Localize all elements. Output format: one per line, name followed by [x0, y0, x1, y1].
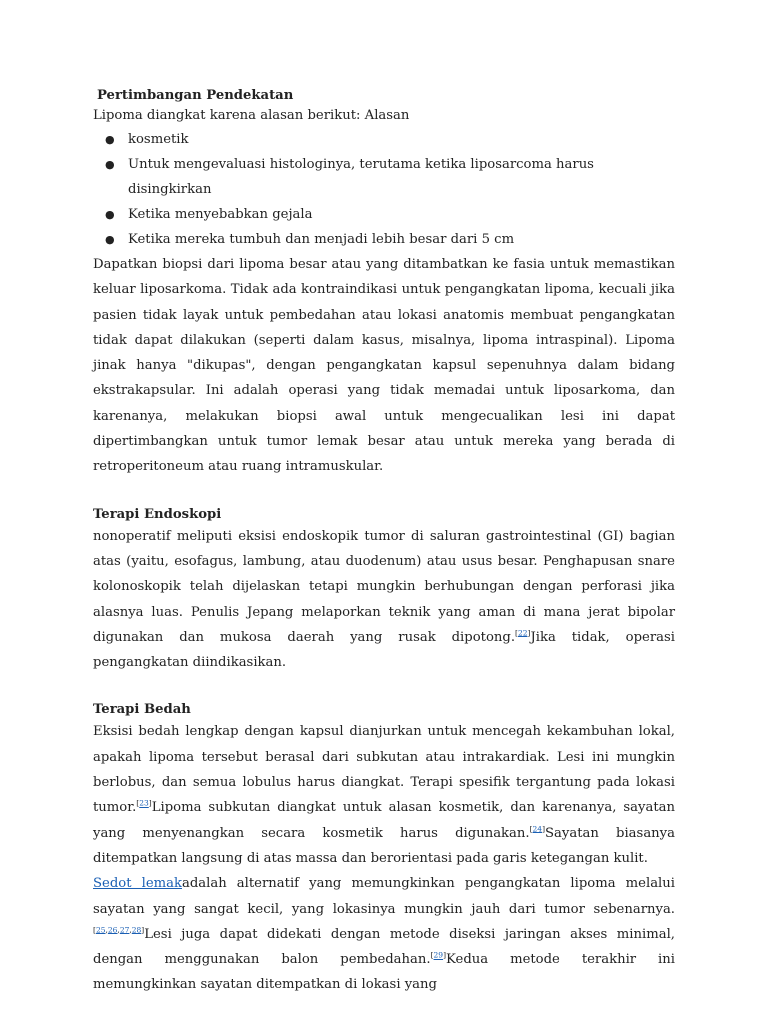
paragraph-sedot-lemak: Sedot lemakadalah alternatif yang memungkinkan pengangkatan lipoma melalui sayatan yang sangat kecil, yang lokasinya mungkin jauh dari tumor sebenarnya.[25,26,27,28]Lesi juga dapat didekati dengan metode diseksi jaringan akses minimal, dengan menggunakan balon pembedahan.[29]Kedua metode terakhir ini memungkinkan sayatan ditempatkan di lokasi yang [93, 876, 675, 993]
paragraph-eksisi: Eksisi bedah lengkap dengan kapsul dianjurkan untuk mencegah kekambuhan lokal, apakah lipoma tersebut berasal dari subkutan atau intrakardiak. Lesi ini mungkin berlobus, dan semua lobulus harus diangkat. Terapi spesifik tergantung pada lokasi tumor.[23]Lipoma subkutan diangkat untuk alasan kosmetik, dan karenanya, sayatan yang menyenangkan secara kosmetik harus digunakan.[24]Sayatan biasanya ditempatkan langsung di atas massa dan berorientasi pada garis ketegangan kulit. [93, 724, 675, 866]
section-heading-endoskopi: Terapi Endoskopi [93, 506, 222, 522]
sedot-lemak-link[interactable]: Sedot lemak [93, 876, 182, 892]
bullet-icon: ● [105, 158, 115, 171]
bullet-icon: ● [105, 208, 115, 221]
list-item: ● Ketika mereka tumbuh dan menjadi lebih besar dari 5 cm [93, 227, 675, 252]
intro-line: Lipoma diangkat karena alasan berikut: Alasan [93, 108, 410, 123]
paragraph-biopsi: Dapatkan biopsi dari lipoma besar atau yang ditambatkan ke fasia untuk memastikan keluar liposarkoma. Tidak ada kontraindikasi untuk pengangkatan lipoma, kecuali jika pasien tidak layak untuk pembedahan atau lokasi anatomis membuat pengangkatan tidak dapat dilakukan (seperti dalam kasus, misalnya, lipoma intraspinal). Lipoma jinak hanya "dikupas", dengan pengangkatan kapsul sepenuhnya dalam bidang ekstrakapsular. Ini adalah operasi yang tidak memadai untuk liposarkoma, dan karenanya, melakukan biopsi awal untuk mengecualikan lesi ini dapat dipertimbangkan untuk tumor lemak besar atau untuk mereka yang berada di retroperitoneum atau ruang intramuskular. [93, 257, 675, 475]
list-item: ● kosmetik [93, 127, 675, 152]
document-body [93, 86, 675, 998]
citation-link[interactable]: [22] [515, 628, 531, 638]
citation-link[interactable]: [29] [430, 950, 447, 960]
section-heading-bedah: Terapi Bedah [93, 702, 191, 718]
section-heading-pertimbangan: Pertimbangan Pendekatan [97, 88, 294, 103]
citation-link[interactable]: [24] [529, 824, 546, 834]
citation-group[interactable]: [25,26,27,28] [93, 925, 145, 935]
list-item: ● Untuk mengevaluasi histologinya, terutama ketika liposarcoma harus disingkirkan [93, 152, 675, 202]
list-item: ● Ketika menyebabkan gejala [93, 202, 675, 227]
paragraph-endoskopi: nonoperatif meliputi eksisi endoskopik tumor di saluran gastrointestinal (GI) bagian atas (yaitu, esofagus, lambung, atau duodenum) atau usus besar. Penghapusan snare kolonoskopik telah dijelaskan tetapi mungkin berhubungan dengan perforasi jika alasnya luas. Penulis Jepang melaporkan teknik yang aman di mana jerat bipolar digunakan dan mukosa daerah yang rusak dipotong.[22]Jika tidak, operasi pengangkatan diindikasikan. [93, 528, 675, 671]
reasons-list [93, 127, 675, 252]
bullet-icon: ● [105, 233, 115, 246]
bullet-icon: ● [105, 133, 115, 146]
citation-link[interactable]: [23] [136, 798, 152, 808]
